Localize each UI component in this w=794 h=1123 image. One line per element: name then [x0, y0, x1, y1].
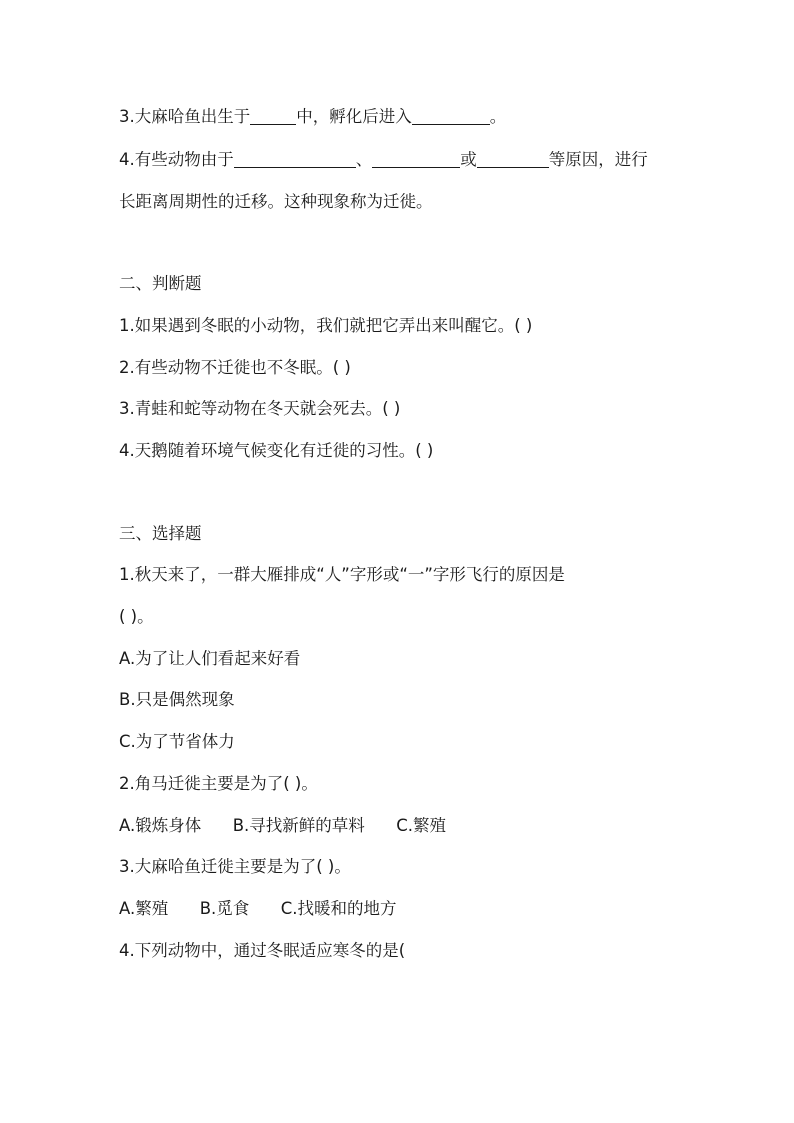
answer-blank[interactable] [372, 149, 460, 168]
fill-in-question-4 [119, 147, 714, 173]
section-heading-choice: 三、选择题 [119, 524, 202, 543]
question-text: 3.大麻哈鱼出生于 [119, 107, 251, 126]
judge-item-4: 4.天鹅随着环境气候变化有迁徙的习性。( ) [119, 441, 434, 460]
section-heading-judge: 二、判断题 [119, 274, 202, 293]
choice-q3-stem: 3.大麻哈鱼迁徙主要是为了( )。 [119, 857, 351, 876]
choice-q1-stem: 1.秋天来了，一群大雁排成“人”字形或“一”字形飞行的原因是 [119, 565, 565, 584]
choice-q1-option-a: A.为了让人们看起来好看 [119, 649, 301, 668]
answer-blank[interactable] [412, 106, 490, 125]
choice-q2-options: A.锻炼身体 B.寻找新鲜的草料 C.繁殖 [119, 816, 447, 835]
question-text: 或 [460, 150, 477, 169]
choice-q4-stem: 4.下列动物中，通过冬眠适应寒冬的是( [119, 941, 406, 960]
judge-item-1: 1.如果遇到冬眠的小动物，我们就把它弄出来叫醒它。( ) [119, 316, 533, 335]
choice-q2-stem: 2.角马迁徙主要是为了( )。 [119, 774, 318, 793]
answer-blank[interactable] [250, 106, 296, 125]
judge-item-3: 3.青蛙和蛇等动物在冬天就会死去。( ) [119, 399, 401, 418]
choice-q1-option-b: B.只是偶然现象 [119, 690, 235, 709]
fill-in-question-3 [119, 104, 714, 130]
answer-blank[interactable] [477, 149, 549, 168]
question-text: 4.有些动物由于 [119, 150, 234, 169]
choice-q3-options: A.繁殖 B.觅食 C.找暖和的地方 [119, 899, 397, 918]
choice-q1-option-c: C.为了节省体力 [119, 732, 235, 751]
judge-item-2: 2.有些动物不迁徙也不冬眠。( ) [119, 358, 351, 377]
question-text: 等原因，进行 [548, 150, 648, 169]
question-text: 、 [355, 150, 373, 169]
answer-blank[interactable] [234, 149, 356, 168]
fill-in-question-4-line-2: 长距离周期性的迁移。这种现象称为迁徙。 [119, 192, 433, 211]
choice-q1-stem-line-2: ( )。 [119, 607, 154, 626]
question-text: 。 [489, 107, 507, 126]
question-text: 中，孵化后进入 [296, 107, 412, 126]
